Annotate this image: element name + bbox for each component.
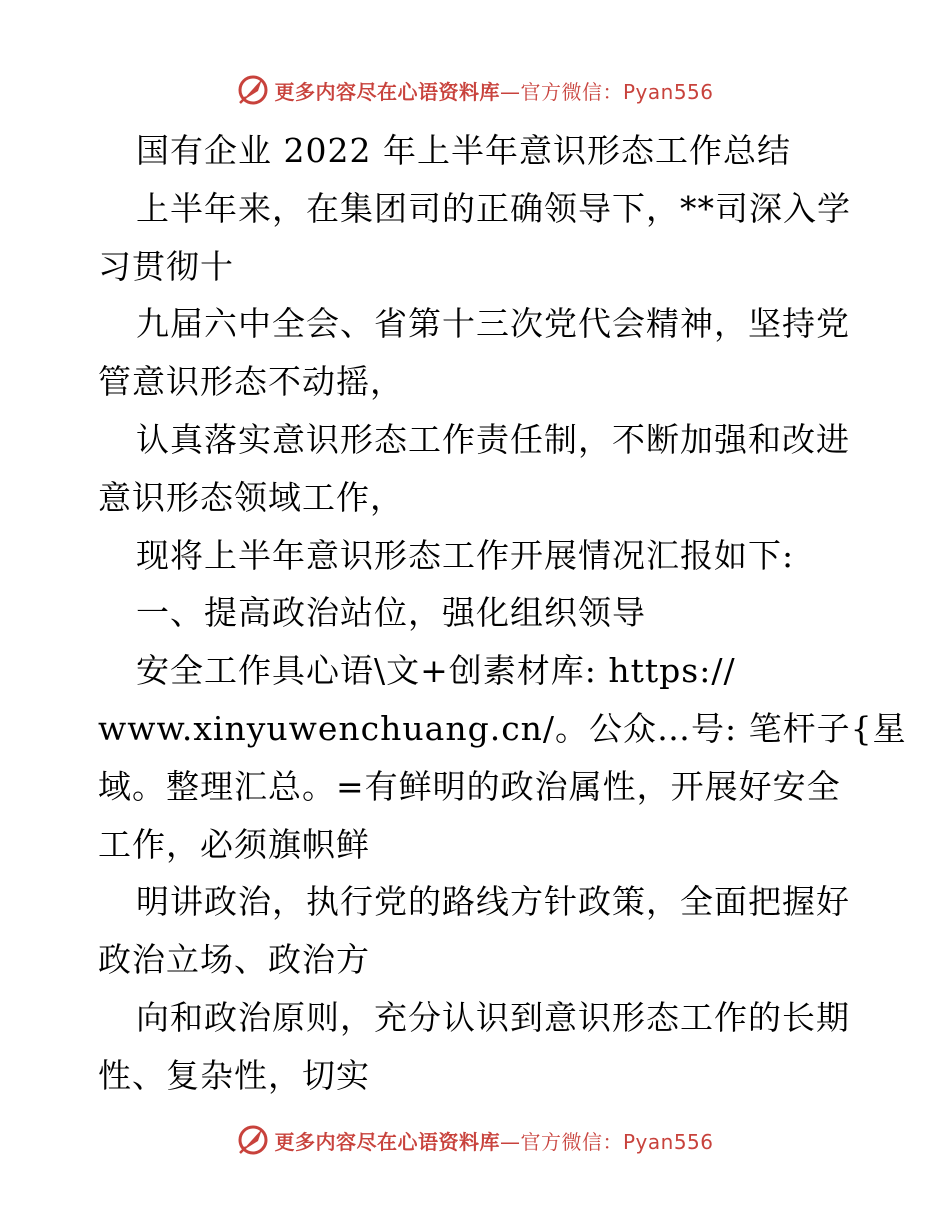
text-line: 政治立场、政治方	[98, 940, 370, 980]
quill-pen-circle-icon	[236, 73, 270, 107]
banner-wechat-label: 官方微信：	[520, 1129, 623, 1154]
banner-dash: —	[499, 1129, 521, 1154]
banner-main-text: 更多内容尽在心语资料库	[274, 79, 500, 104]
banner-main-text: 更多内容尽在心语资料库	[274, 1129, 500, 1154]
header-watermark-banner	[0, 70, 950, 110]
banner-wechat-label: 官方微信：	[520, 79, 623, 104]
text-line: 管意识形态不动摇，	[98, 362, 404, 402]
text-line: 工作，必须旗帜鲜	[98, 824, 370, 864]
text-line: 意识形态领域工作，	[98, 477, 404, 517]
text-line: 域。整理汇总。=有鲜明的政治属性，开展好安全	[98, 766, 841, 806]
document-title: 国有企业 2022 年上半年意识形态工作总结	[136, 131, 791, 170]
banner-text	[274, 1126, 713, 1155]
banner-wechat-id: Pyan556	[622, 1129, 714, 1154]
text-line: 九届六中全会、省第十三次党代会精神，坚持党	[136, 304, 850, 344]
text-line: www.xinyuwenchuang.cn/。公众…号: 笔杆子{星	[98, 708, 907, 748]
text-line: 认真落实意识形态工作责任制，不断加强和改进	[136, 419, 850, 459]
text-line: 安全工作具心语\文+创素材库: https://	[136, 651, 736, 691]
document-body	[98, 122, 907, 1105]
banner-dash: —	[499, 79, 521, 104]
text-line: 向和政治原则，充分认识到意识形态工作的长期	[136, 997, 850, 1037]
text-line: 性、复杂性，切实	[98, 1055, 370, 1095]
text-line: 现将上半年意识形态工作开展情况汇报如下:	[136, 535, 795, 575]
banner-wechat-id: Pyan556	[622, 79, 714, 104]
banner-text	[274, 76, 713, 105]
quill-pen-circle-icon	[236, 1123, 270, 1157]
text-line: 习贯彻十	[98, 246, 234, 286]
text-line: 明讲政治，执行党的路线方针政策，全面把握好	[136, 882, 850, 922]
text-line: 上半年来，在集团司的正确领导下，**司深入学	[136, 188, 851, 228]
section-heading: 一、提高政治站位，强化组织领导	[136, 593, 646, 633]
footer-watermark-banner	[0, 1120, 950, 1160]
